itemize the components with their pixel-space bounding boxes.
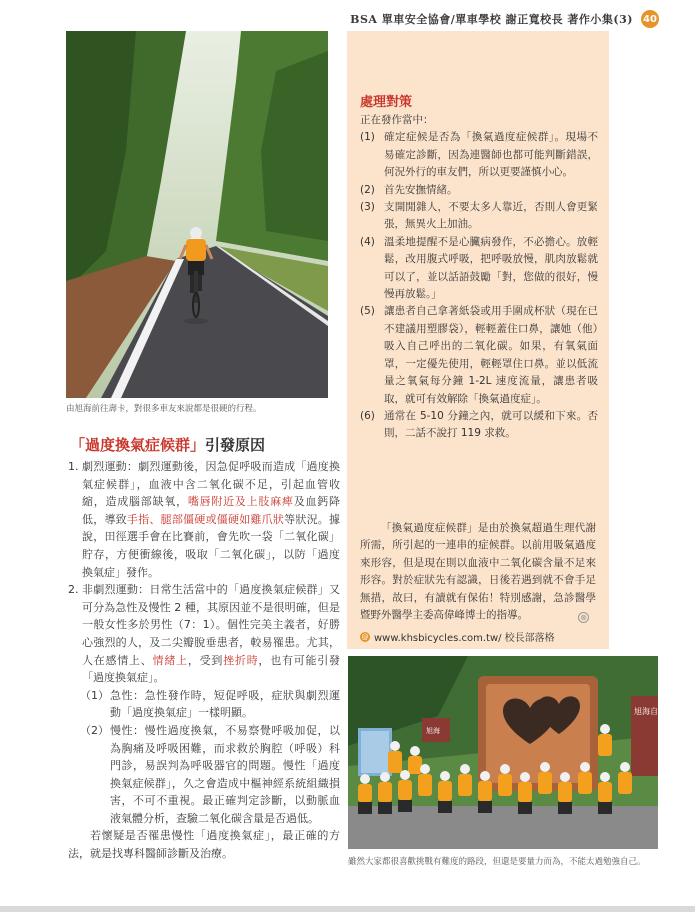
list-text: 支開閒雜人，不要太多人靠近，否則人會更緊張，無異火上加油。 — [384, 201, 598, 231]
highlight-text: 情緒上 — [152, 653, 188, 667]
cyclist-road-photo — [66, 31, 328, 398]
sign-left: 旭海 — [426, 727, 440, 735]
end-mark-icon: ⊗ — [578, 612, 589, 623]
cyclist-road-illustration — [66, 31, 328, 398]
sign-right: 旭海自然 — [634, 707, 666, 716]
treatment-item — [360, 303, 598, 407]
treatment-summary: 「換氣過度症候群」是由於換氣超過生理代謝所需，所引起的一連串的症候群。以前用吸氣過度來形容，但是現在則以血液中二氧化碳含量不足來形容。對於症狀先有認識，日後若遇到就不會手足無措，故曰，有讀就有保佑！特別感謝，急診醫學暨野外醫學主委高偉峰博士的指導。 — [360, 522, 596, 622]
page-header — [350, 10, 659, 28]
list-text — [82, 581, 340, 687]
text-run: 劇烈運動：劇烈運動後，因急促呼吸而造成「過度換氣症候群」，血液中含二氧化碳不足，引起血管收縮，造成腦部缺氧， — [82, 460, 340, 509]
treatment-item — [360, 129, 598, 181]
treatment-title: 處理對策 — [360, 95, 413, 110]
list-number: （2） — [80, 723, 109, 737]
section-heading-quote: 「過度換氣症候群」 — [70, 436, 206, 454]
list-text: 首先安撫情緒。 — [384, 183, 458, 196]
cause-subitem-acute — [68, 687, 340, 722]
cause-item-exercise — [68, 458, 340, 581]
page-number-badge: 40 — [641, 10, 659, 28]
cause-subitem-chronic — [68, 722, 340, 828]
list-number: (5) — [360, 305, 375, 318]
treatment-item — [360, 182, 598, 199]
causes-body — [68, 458, 340, 863]
text-run: ，也有可能引發「過度換氣症」。 — [82, 653, 341, 685]
at-icon: @ — [361, 632, 369, 641]
text-run: ，受到 — [187, 653, 224, 667]
list-text: 確定症候是否為「換氣過度症候群」。現場不易確定診斷，因為連醫師也都可能判斷錯誤，何況外行的車友們，所以更要謹慎小心。 — [384, 131, 598, 179]
list-number: （1） — [80, 688, 109, 702]
page-edge-shadow — [0, 906, 695, 912]
blog-link[interactable] — [360, 629, 555, 644]
section-heading — [70, 434, 265, 455]
list-number: (1) — [360, 131, 375, 144]
highlight-text: 手指、腿部僵硬或僵硬如雞爪狀 — [126, 512, 285, 526]
list-number: (3) — [360, 201, 375, 214]
list-number: 1. — [68, 460, 79, 473]
treatment-item — [360, 408, 598, 443]
treatment-item — [360, 234, 598, 304]
header-title: BSA 單車安全協會/單車學校 謝正寬校長 著作小集(3) — [350, 13, 633, 26]
cause-item-non-exercise — [68, 581, 340, 687]
treatment-body — [360, 112, 598, 443]
list-text: 溫柔地提醒不是心臟病發作，不必擔心。放輕鬆，改用腹式呼吸，把呼吸放慢，肌肉放鬆就可以了，並以話語鼓勵「對，您做的很好，慢慢再放鬆。」 — [384, 235, 598, 301]
group-photo — [348, 656, 666, 849]
photo-caption: 由旭海前往壽卡，對很多車友來說都是很硬的行程。 — [66, 404, 262, 414]
section-heading-rest: 引發原因 — [205, 436, 266, 454]
highlight-text: 嘴唇附近及上肢麻痺 — [187, 495, 294, 509]
list-text: 讓患者自己拿著紙袋或用手圍成杯狀（現在已不建議用塑膠袋），輕輕蓋住口鼻，讓她（他）吸入自己呼出的二氧化碳。如果，有氧氣面罩，一定優先使用，輕輕罩住口鼻。並以低流量之氧氣每分鐘 1-2L 速度流量，讓患者吸取，就可有效解除「換氣過度症」。 — [384, 305, 598, 405]
list-text: 通常在 5-10 分鐘之內，就可以緩和下來。否則，二話不說打 119 求救。 — [384, 409, 598, 440]
group-photo-caption: 雖然大家都很喜歡挑戰有難度的路段，但還是要量力而為，不能太過勉強自己。 — [348, 857, 646, 867]
treatment-item — [360, 199, 598, 234]
treatment-intro: 正在發作當中： — [360, 114, 434, 126]
text-run: 及血鈣降低，導致 — [82, 495, 341, 526]
list-number: (4) — [360, 235, 375, 248]
list-text: 慢性：慢性過度換氣，不易察覺呼吸加促，以為胸痛及呼吸困難，而求救於胸腔（呼吸）科門診，易誤判為呼吸器官的問題。慢性「過度換氣症候群」，久之會造成中樞神經系統組織損害，不可不重視。最正確判定診斷，以動脈血液氣體分析，查驗二氧化碳含量是否過低。 — [110, 723, 340, 825]
highlight-text: 挫折時 — [223, 653, 259, 667]
blog-url[interactable]: www.khsbicycles.com.tw/ 校長部落格 — [374, 633, 555, 644]
list-number: (6) — [360, 409, 375, 422]
closing-paragraph: 若懷疑是否罹患慢性「過度換氣症」，最正確的方法，就是找專科醫師診斷及治療。 — [68, 829, 340, 861]
list-text: 急性：急性發作時，短促呼吸，症狀與劇烈運動「過度換氣症」一樣明顯。 — [110, 688, 340, 720]
group-photo-illustration — [348, 656, 666, 849]
list-number: (2) — [360, 183, 375, 196]
text-run: 等狀況。據說，田徑選手會在比賽前，會先吹一袋「二氧化碳」貯存，方便衝線後，吸取「二氧化碳」，以防「過度換氣症」發作。 — [82, 512, 341, 579]
text-run: 非劇烈運動：日常生活當中的「過度換氣症候群」又可分為急性及慢性 2 種，其原因並不是很明確，但是一般女性多於男性（7：1）。個性完美主義者，好勝心強烈的人，及二尖瓣脫垂患者，較易罹患。尤其，人在感情上、 — [82, 583, 340, 667]
list-text — [82, 458, 340, 581]
list-number: 2. — [68, 583, 79, 597]
